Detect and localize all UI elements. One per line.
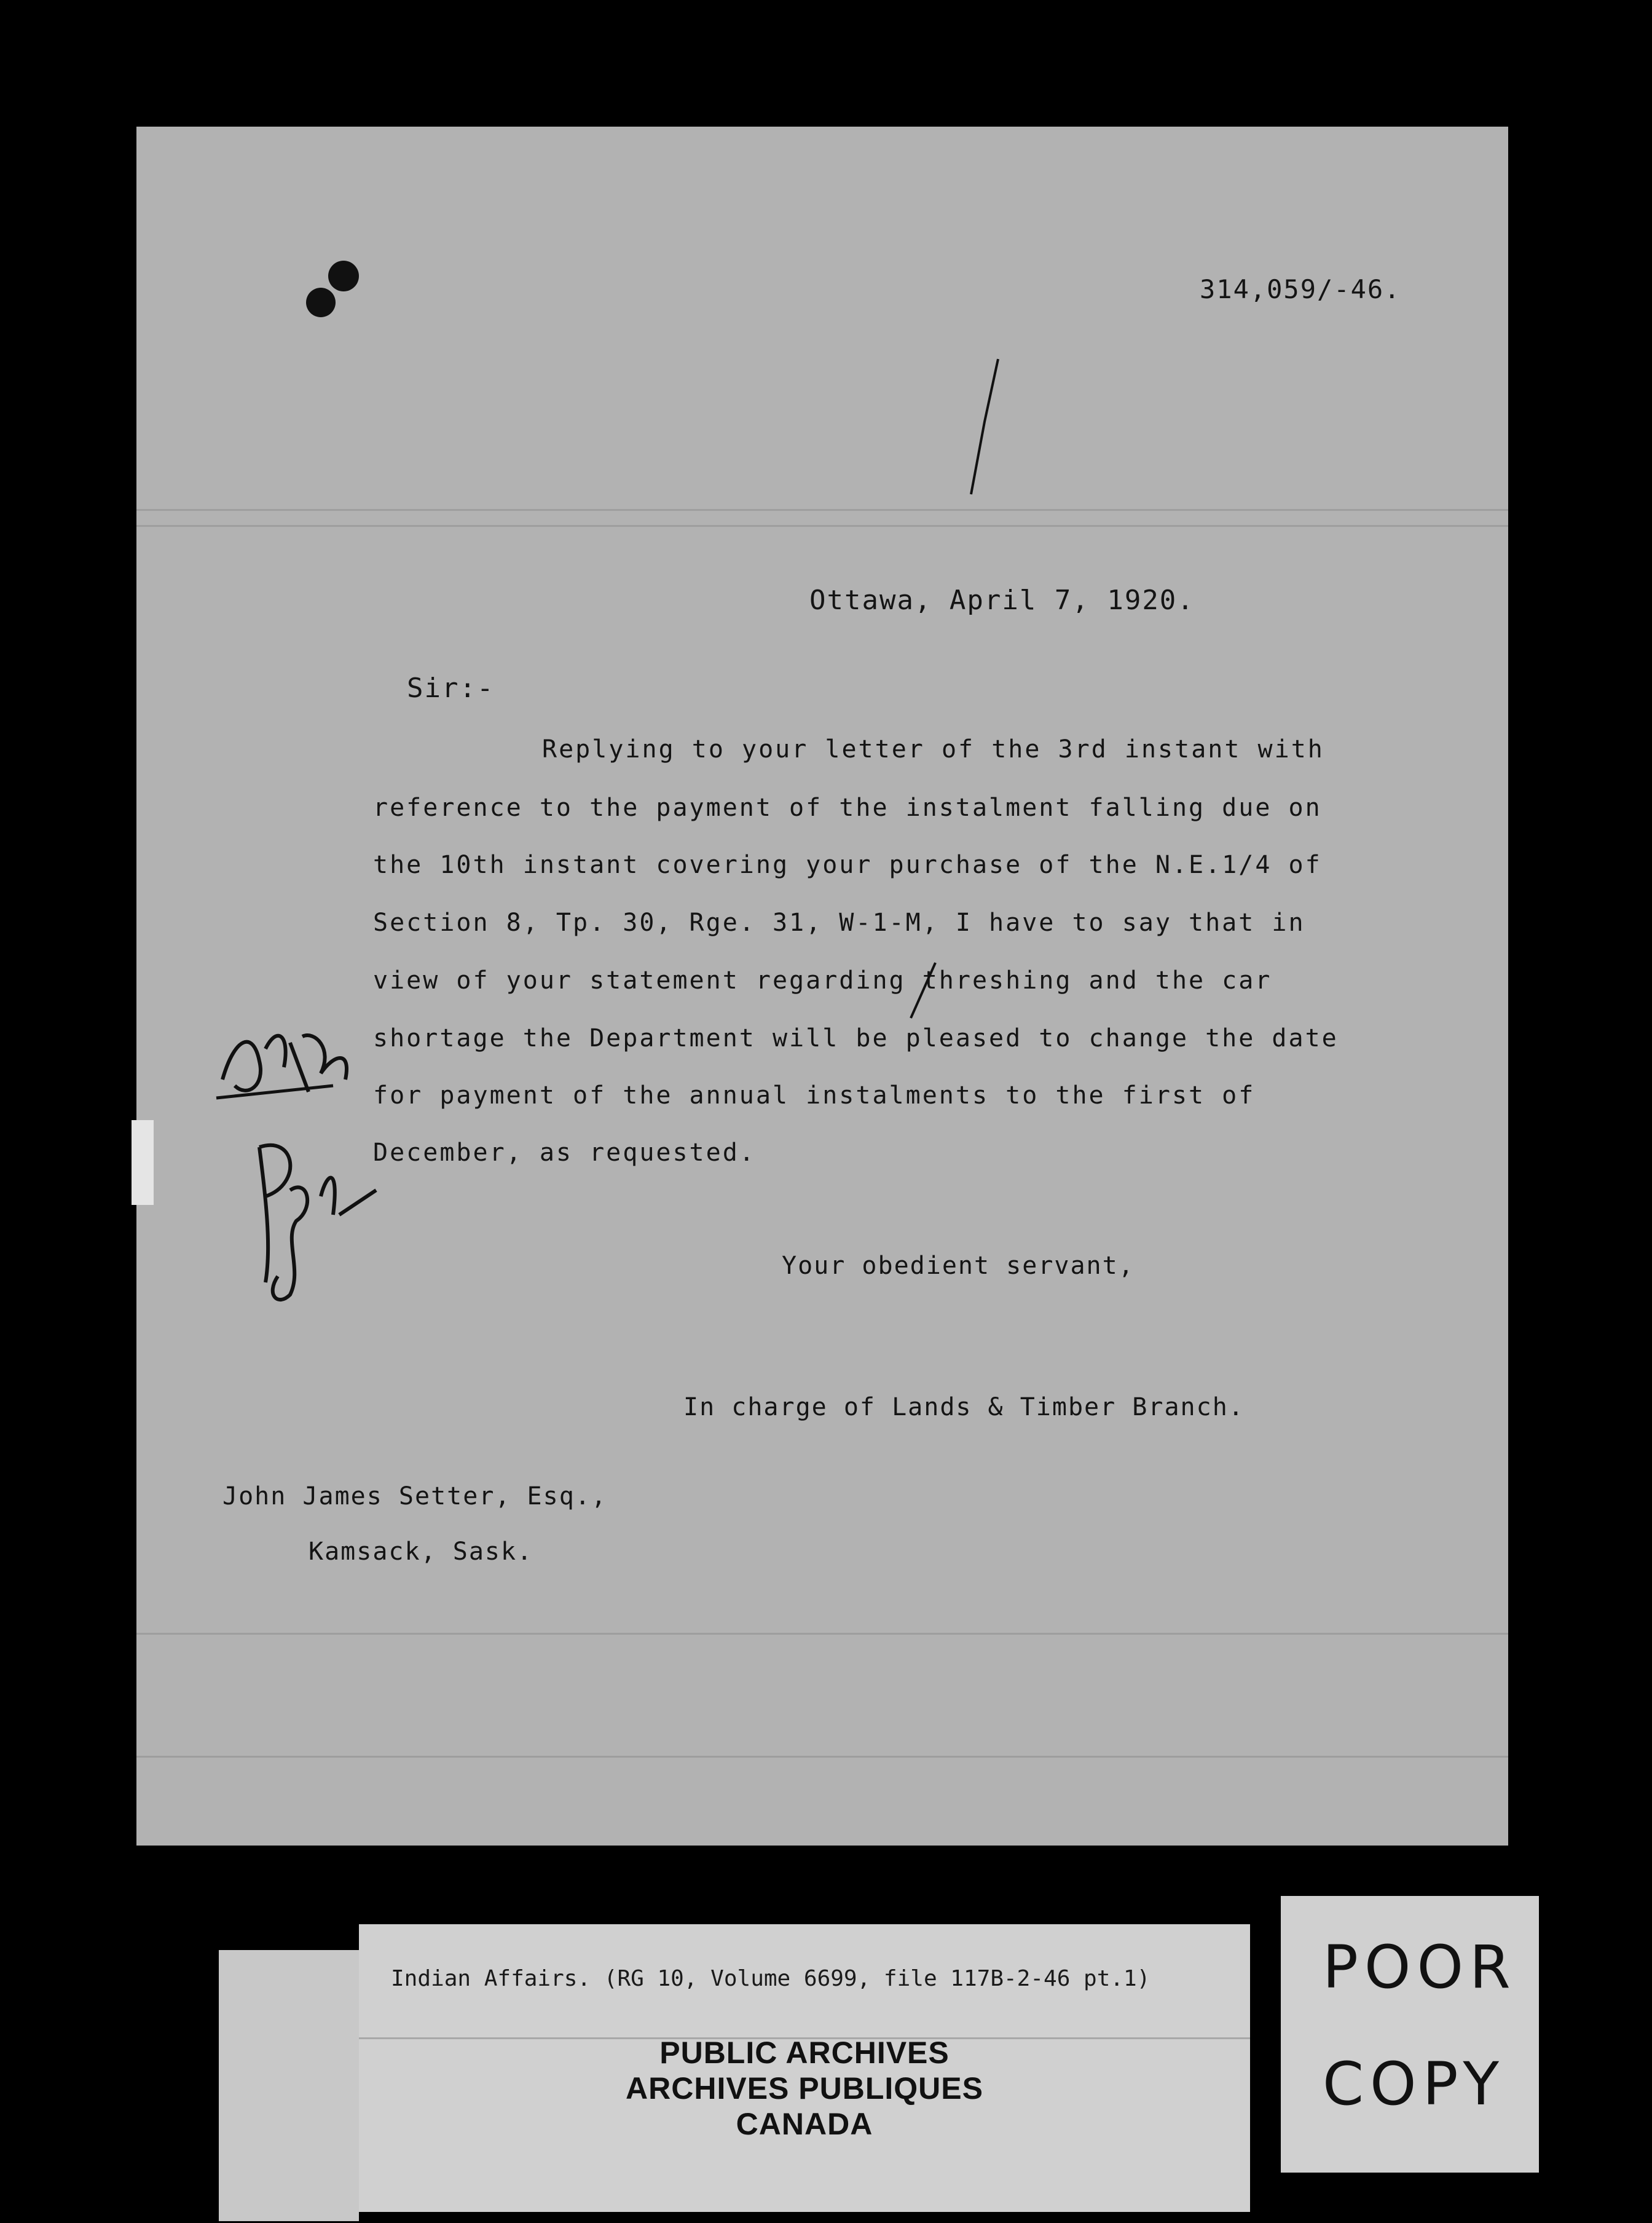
crease-line bbox=[136, 1633, 1508, 1635]
body-line: Section 8, Tp. 30, Rge. 31, W-1-M, I have to say that in bbox=[373, 909, 1305, 937]
label-blank-tab bbox=[219, 1950, 359, 2221]
recipient-name: John James Setter, Esq., bbox=[222, 1482, 607, 1510]
signature-title: In charge of Lands & Timber Branch. bbox=[683, 1393, 1245, 1421]
crease-line bbox=[136, 509, 1508, 511]
body-line: the 10th instant covering your purchase of the N.E.1/4 of bbox=[373, 851, 1322, 879]
handwritten-initials bbox=[222, 1123, 382, 1307]
archive-line-1: PUBLIC ARCHIVES bbox=[659, 2035, 950, 2070]
archive-line-2: ARCHIVES PUBLIQUES bbox=[626, 2071, 983, 2106]
crease-line bbox=[136, 1756, 1508, 1758]
dateline: Ottawa, April 7, 1920. bbox=[809, 585, 1195, 616]
pen-mark bbox=[899, 957, 948, 1024]
body-line: view of your statement regarding threshing and the car bbox=[373, 966, 1272, 995]
archive-label bbox=[359, 1924, 1250, 2212]
poor-copy-stamp bbox=[1281, 1896, 1539, 2173]
handwritten-initials bbox=[210, 1012, 358, 1110]
archive-reference: Indian Affairs. (RG 10, Volume 6699, file 117B-2-46 pt.1) bbox=[391, 1966, 1150, 1991]
crease-line bbox=[136, 525, 1508, 527]
stamp-line-1: POOR bbox=[1323, 1933, 1517, 2002]
closing: Your obedient servant, bbox=[782, 1252, 1135, 1280]
body-line: shortage the Department will be pleased to change the date bbox=[373, 1024, 1339, 1052]
letter-sheet bbox=[136, 127, 1508, 1846]
margin-tab bbox=[132, 1120, 154, 1205]
body-line: reference to the payment of the instalment falling due on bbox=[373, 794, 1322, 822]
body-line: Replying to your letter of the 3rd instant with bbox=[542, 735, 1324, 764]
salutation: Sir:- bbox=[407, 673, 495, 704]
archive-line-3: CANADA bbox=[736, 2107, 873, 2141]
stamp-line-2: COPY bbox=[1323, 2050, 1506, 2118]
body-line: for payment of the annual instalments to the first of bbox=[373, 1081, 1256, 1110]
body-line: December, as requested. bbox=[373, 1139, 756, 1167]
pen-stroke bbox=[942, 354, 1015, 502]
file-number: 314,059/-46. bbox=[1200, 274, 1401, 304]
recipient-location: Kamsack, Sask. bbox=[309, 1538, 533, 1566]
punch-hole bbox=[306, 288, 336, 317]
punch-hole bbox=[328, 261, 359, 291]
